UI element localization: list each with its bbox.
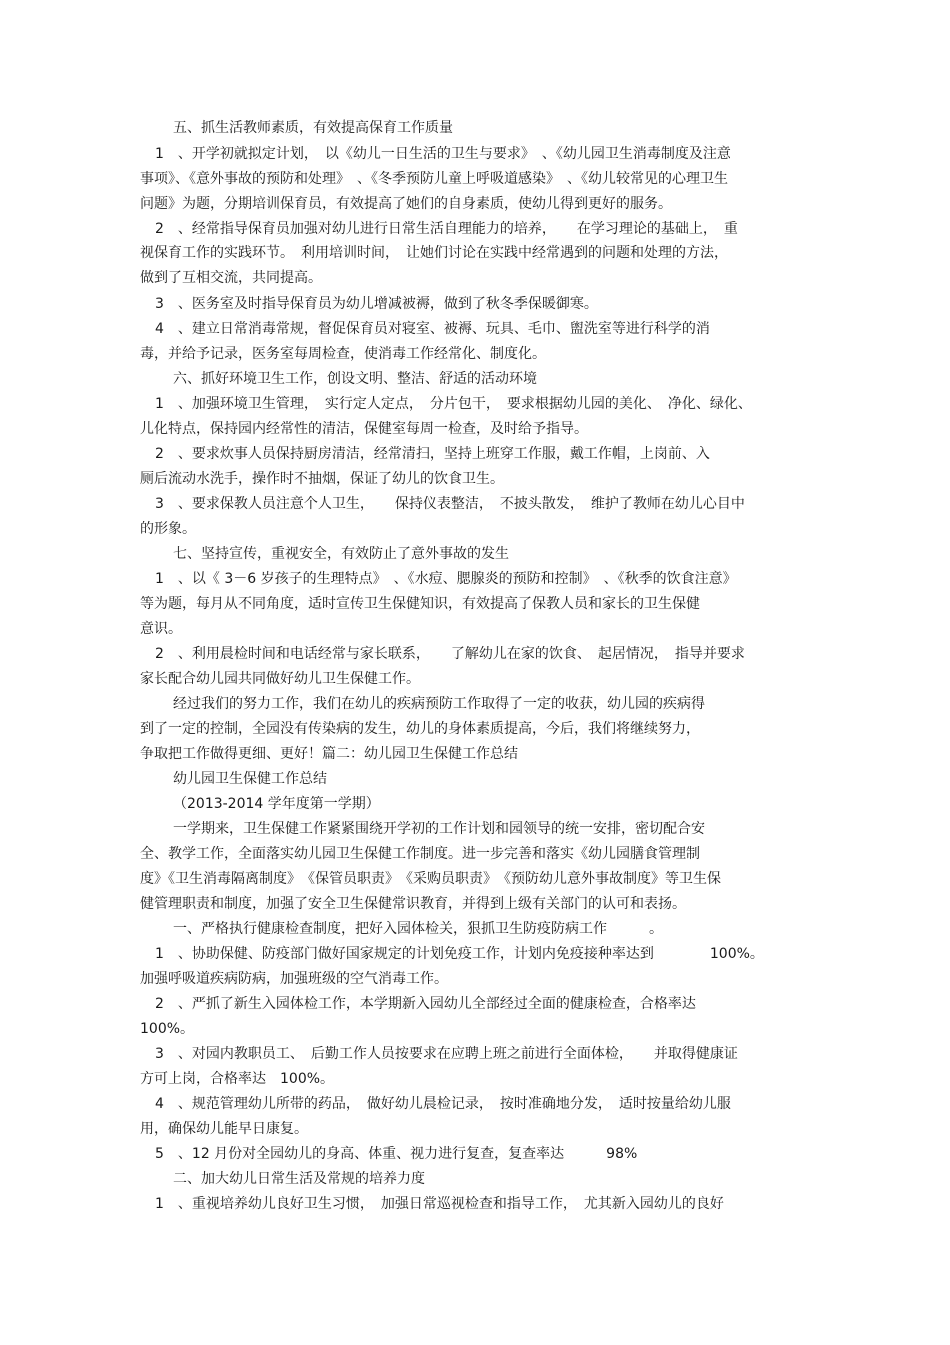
body-line: 1 、以《 3－6 岁孩子的生理特点》 、《水痘、腮腺炎的预防和控制》 、《秋季的饮食注意》	[155, 571, 737, 587]
body-line: 视保育工作的实践环节。 利用培训时间， 让她们讨论在实践中经常遇到的问题和处理的方法，	[140, 245, 728, 261]
body-line: 4 、规范管理幼儿所带的药品， 做好幼儿晨检记录， 按时准确地分发， 适时按量给幼儿服	[155, 1096, 731, 1112]
body-line: 问题》为题，分期培训保育员，有效提高了她们的自身素质，使幼儿得到更好的服务。	[140, 196, 672, 212]
body-line: 厕后流动水洗手，操作时不抽烟，保证了幼儿的饮食卫生。	[140, 471, 504, 487]
body-line: 加强呼吸道疾病防病，加强班级的空气消毒工作。	[140, 971, 448, 987]
body-line: 3 、医务室及时指导保育员为幼儿增减被褥，做到了秋冬季保暖御寒。	[155, 296, 598, 312]
body-line: 儿化特点，保持园内经常性的清洁，保健室每周一检查，及时给予指导。	[140, 421, 588, 437]
body-line: 做到了互相交流，共同提高。	[140, 270, 322, 286]
body-line: 全、教学工作，全面落实幼儿园卫生保健工作制度。进一步完善和落实《幼儿园膳食管理制	[140, 846, 700, 862]
body-line: 的形象。	[140, 521, 196, 537]
body-line: 100%。	[140, 1021, 195, 1037]
body-line: 健管理职责和制度，加强了安全卫生保健常识教育，并得到上级有关部门的认可和表扬。	[140, 896, 686, 912]
section-heading-7: 七、坚持宣传，重视安全，有效防止了意外事故的发生	[173, 546, 509, 562]
body-line: 度》《卫生消毒隔离制度》 《保管员职责》 《采购员职责》 《预防幼儿意外事故制度》等卫生保	[140, 871, 721, 887]
body-line: 一学期来，卫生保健工作紧紧围绕开学初的工作计划和园领导的统一安排，密切配合安	[173, 821, 705, 837]
body-line: 等为题，每月从不同角度，适时宣传卫生保健知识，有效提高了保教人员和家长的卫生保健	[140, 596, 700, 612]
body-line: 2 、经常指导保育员加强对幼儿进行日常生活自理能力的培养， 在学习理论的基础上， 重	[155, 221, 738, 237]
body-line: 毒，并给予记录，医务室每周检查，使消毒工作经常化、制度化。	[140, 346, 546, 362]
article-subtitle: （2013-2014 学年度第一学期）	[173, 796, 380, 812]
body-line: 1 、开学初就拟定计划， 以《幼儿一日生活的卫生与要求》 、《幼儿园卫生消毒制度及注意	[155, 146, 731, 162]
body-line: 3 、对园内教职员工、 后勤工作人员按要求在应聘上班之前进行全面体检， 并取得健康证	[155, 1046, 738, 1062]
section-heading-5: 五、抓生活教师素质，有效提高保育工作质量	[173, 120, 453, 136]
body-line: 争取把工作做得更细、更好！篇二：幼儿园卫生保健工作总结	[140, 746, 518, 762]
body-line: 用，确保幼儿能早日康复。	[140, 1121, 308, 1137]
body-line: 1 、协助保健、防疫部门做好国家规定的计划免疫工作，计划内免疫接种率达到 100%。	[155, 946, 764, 962]
article-title: 幼儿园卫生保健工作总结	[173, 771, 327, 787]
body-line: 意识。	[140, 621, 182, 637]
body-line: 方可上岗，合格率达 100%。	[140, 1071, 335, 1087]
body-line: 5 、12 月份对全园幼儿的身高、体重、视力进行复查，复查率达 98%	[155, 1146, 638, 1162]
section-heading-2: 二、加大幼儿日常生活及常规的培养力度	[173, 1171, 425, 1187]
body-line: 事项》、《意外事故的预防和处理》 、《冬季预防儿童上呼吸道感染》 、《幼儿较常见的心理卫生	[140, 171, 728, 187]
body-line: 经过我们的努力工作，我们在幼儿的疾病预防工作取得了一定的收获，幼儿园的疾病得	[173, 696, 705, 712]
section-heading-1: 一、严格执行健康检查制度，把好入园体检关，狠抓卫生防疫防病工作 。	[173, 921, 663, 937]
body-line: 3 、要求保教人员注意个人卫生， 保持仪表整洁， 不披头散发， 维护了教师在幼儿心目中	[155, 496, 745, 512]
body-line: 1 、加强环境卫生管理， 实行定人定点， 分片包干， 要求根据幼儿园的美化、 净化、绿化、	[155, 396, 752, 412]
body-line: 2 、利用晨检时间和电话经常与家长联系， 了解幼儿在家的饮食、 起居情况， 指导并要求	[155, 646, 745, 662]
body-line: 1 、重视培养幼儿良好卫生习惯， 加强日常巡视检查和指导工作， 尤其新入园幼儿的良好	[155, 1196, 724, 1212]
section-heading-6: 六、抓好环境卫生工作，创设文明、整洁、舒适的活动环境	[173, 371, 537, 387]
body-line: 2 、严抓了新生入园体检工作，本学期新入园幼儿全部经过全面的健康检查，合格率达	[155, 996, 696, 1012]
body-line: 到了一定的控制，全园没有传染病的发生，幼儿的身体素质提高，今后，我们将继续努力，	[140, 721, 700, 737]
body-line: 2 、要求炊事人员保持厨房清洁，经常清扫，坚持上班穿工作服，戴工作帽，上岗前、入	[155, 446, 710, 462]
body-line: 家长配合幼儿园共同做好幼儿卫生保健工作。	[140, 671, 420, 687]
body-line: 4 、建立日常消毒常规，督促保育员对寝室、被褥、玩具、毛巾、盥洗室等进行科学的消	[155, 321, 710, 337]
